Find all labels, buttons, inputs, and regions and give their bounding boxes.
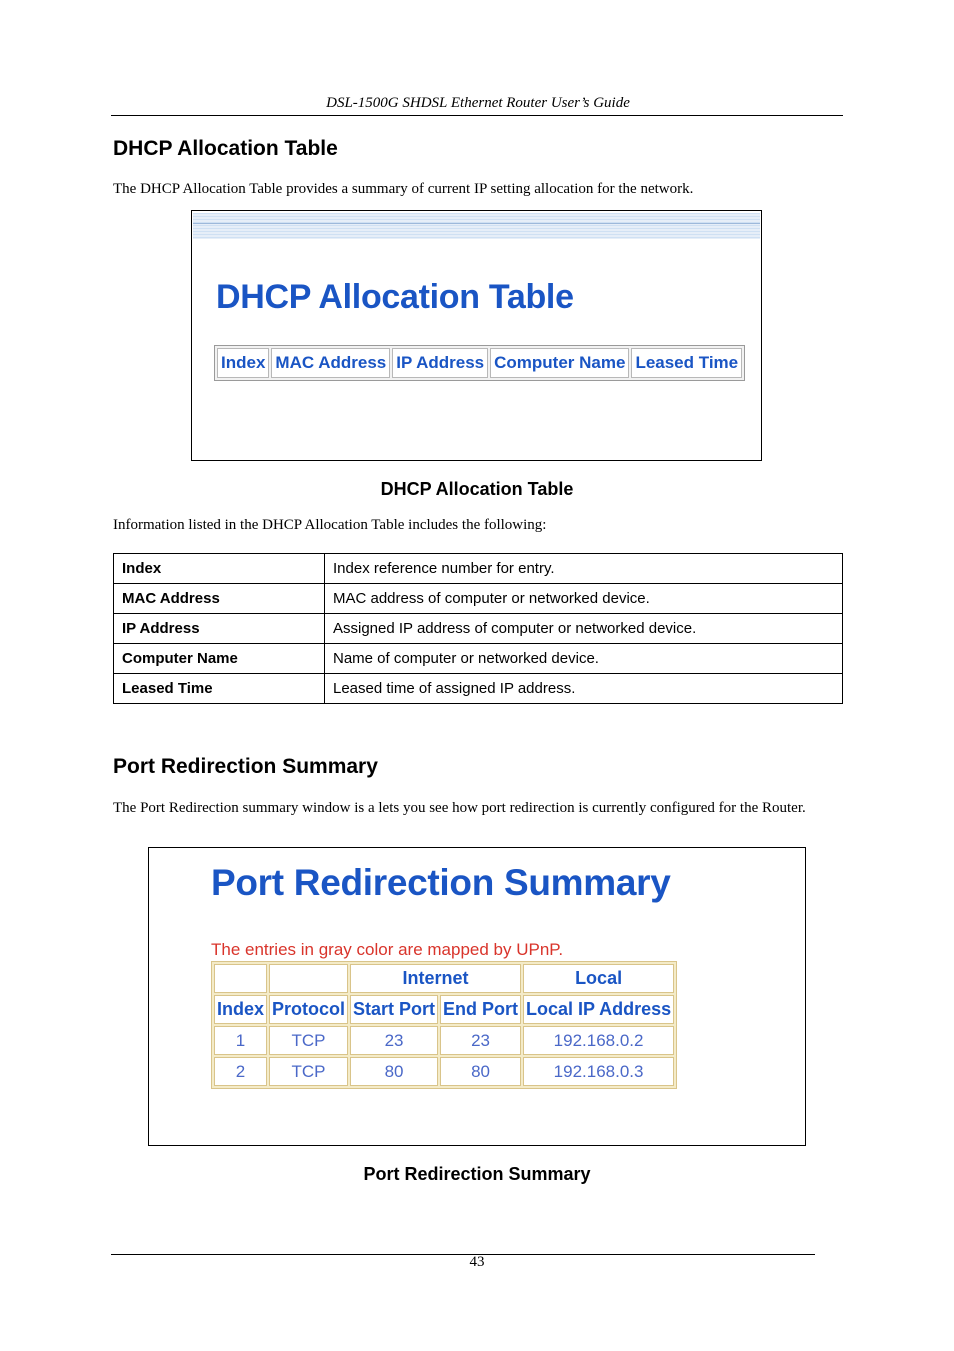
column-header-leased-time: Leased Time: [631, 348, 742, 378]
field-description: Assigned IP address of computer or networked device.: [325, 614, 843, 644]
dhcp-screenshot-title: DHCP Allocation Table: [216, 278, 574, 316]
cell-end-port: 80: [440, 1057, 521, 1086]
field-description: MAC address of computer or networked device.: [325, 584, 843, 614]
running-header: DSL-1500G SHDSL Ethernet Router User’s Guide: [326, 95, 630, 111]
field-term: Leased Time: [114, 674, 325, 704]
dhcp-field-description-table: [113, 553, 843, 704]
column-header-protocol: Protocol: [269, 995, 348, 1024]
dhcp-table-header-row: [217, 348, 742, 378]
column-header-computer-name: Computer Name: [490, 348, 629, 378]
page-number: 43: [469, 1254, 485, 1270]
column-header-local-ip-address: Local IP Address: [523, 995, 674, 1024]
table-row: [114, 554, 843, 584]
cell-start-port: 23: [350, 1026, 438, 1055]
dhcp-intro-text: The DHCP Allocation Table provides a summary of current IP setting allocation for the network.: [113, 181, 694, 197]
port-intro-text: The Port Redirection summary window is a lets you see how port redirection is currently configured for the Router.: [113, 800, 806, 816]
field-term: MAC Address: [114, 584, 325, 614]
port-redirection-table: [211, 961, 677, 1089]
cell-protocol: TCP: [269, 1026, 348, 1055]
upnp-note: The entries in gray color are mapped by UPnP.: [211, 940, 564, 959]
dhcp-info-intro: Information listed in the DHCP Allocation Table includes the following:: [113, 517, 547, 533]
table-row: [214, 1026, 674, 1055]
port-figure-caption: Port Redirection Summary: [363, 1164, 591, 1184]
dhcp-section-heading: DHCP Allocation Table: [113, 137, 338, 160]
empty-header-cell: [214, 964, 267, 993]
field-description: Name of computer or networked device.: [325, 644, 843, 674]
cell-local-ip: 192.168.0.2: [523, 1026, 674, 1055]
column-header-mac-address: MAC Address: [271, 348, 390, 378]
cell-local-ip: 192.168.0.3: [523, 1057, 674, 1086]
column-header-index: Index: [214, 995, 267, 1024]
empty-header-cell: [269, 964, 348, 993]
column-header-row: [214, 995, 674, 1024]
column-header-index: Index: [217, 348, 269, 378]
dhcp-allocation-table: [214, 345, 745, 381]
port-redirection-screenshot: [148, 847, 806, 1146]
group-header-row: [214, 964, 674, 993]
field-term: Index: [114, 554, 325, 584]
column-header-start-port: Start Port: [350, 995, 438, 1024]
table-row: [114, 584, 843, 614]
cell-end-port: 23: [440, 1026, 521, 1055]
port-screenshot-title: Port Redirection Summary: [211, 862, 671, 903]
header-rule: [111, 115, 843, 116]
cell-start-port: 80: [350, 1057, 438, 1086]
group-header-internet: Internet: [350, 964, 521, 993]
group-header-local: Local: [523, 964, 674, 993]
screenshot-band-line: [193, 223, 760, 224]
table-row: [114, 644, 843, 674]
field-description: Index reference number for entry.: [325, 554, 843, 584]
column-header-ip-address: IP Address: [392, 348, 488, 378]
table-row: [214, 1057, 674, 1086]
field-term: Computer Name: [114, 644, 325, 674]
screenshot-top-band: [193, 213, 760, 239]
field-description: Leased time of assigned IP address.: [325, 674, 843, 704]
cell-index: 1: [214, 1026, 267, 1055]
port-section-heading: Port Redirection Summary: [113, 755, 378, 778]
table-row: [114, 614, 843, 644]
dhcp-allocation-screenshot: [191, 210, 762, 461]
column-header-end-port: End Port: [440, 995, 521, 1024]
dhcp-figure-caption: DHCP Allocation Table: [380, 479, 574, 499]
table-row: [114, 674, 843, 704]
cell-index: 2: [214, 1057, 267, 1086]
field-term: IP Address: [114, 614, 325, 644]
cell-protocol: TCP: [269, 1057, 348, 1086]
